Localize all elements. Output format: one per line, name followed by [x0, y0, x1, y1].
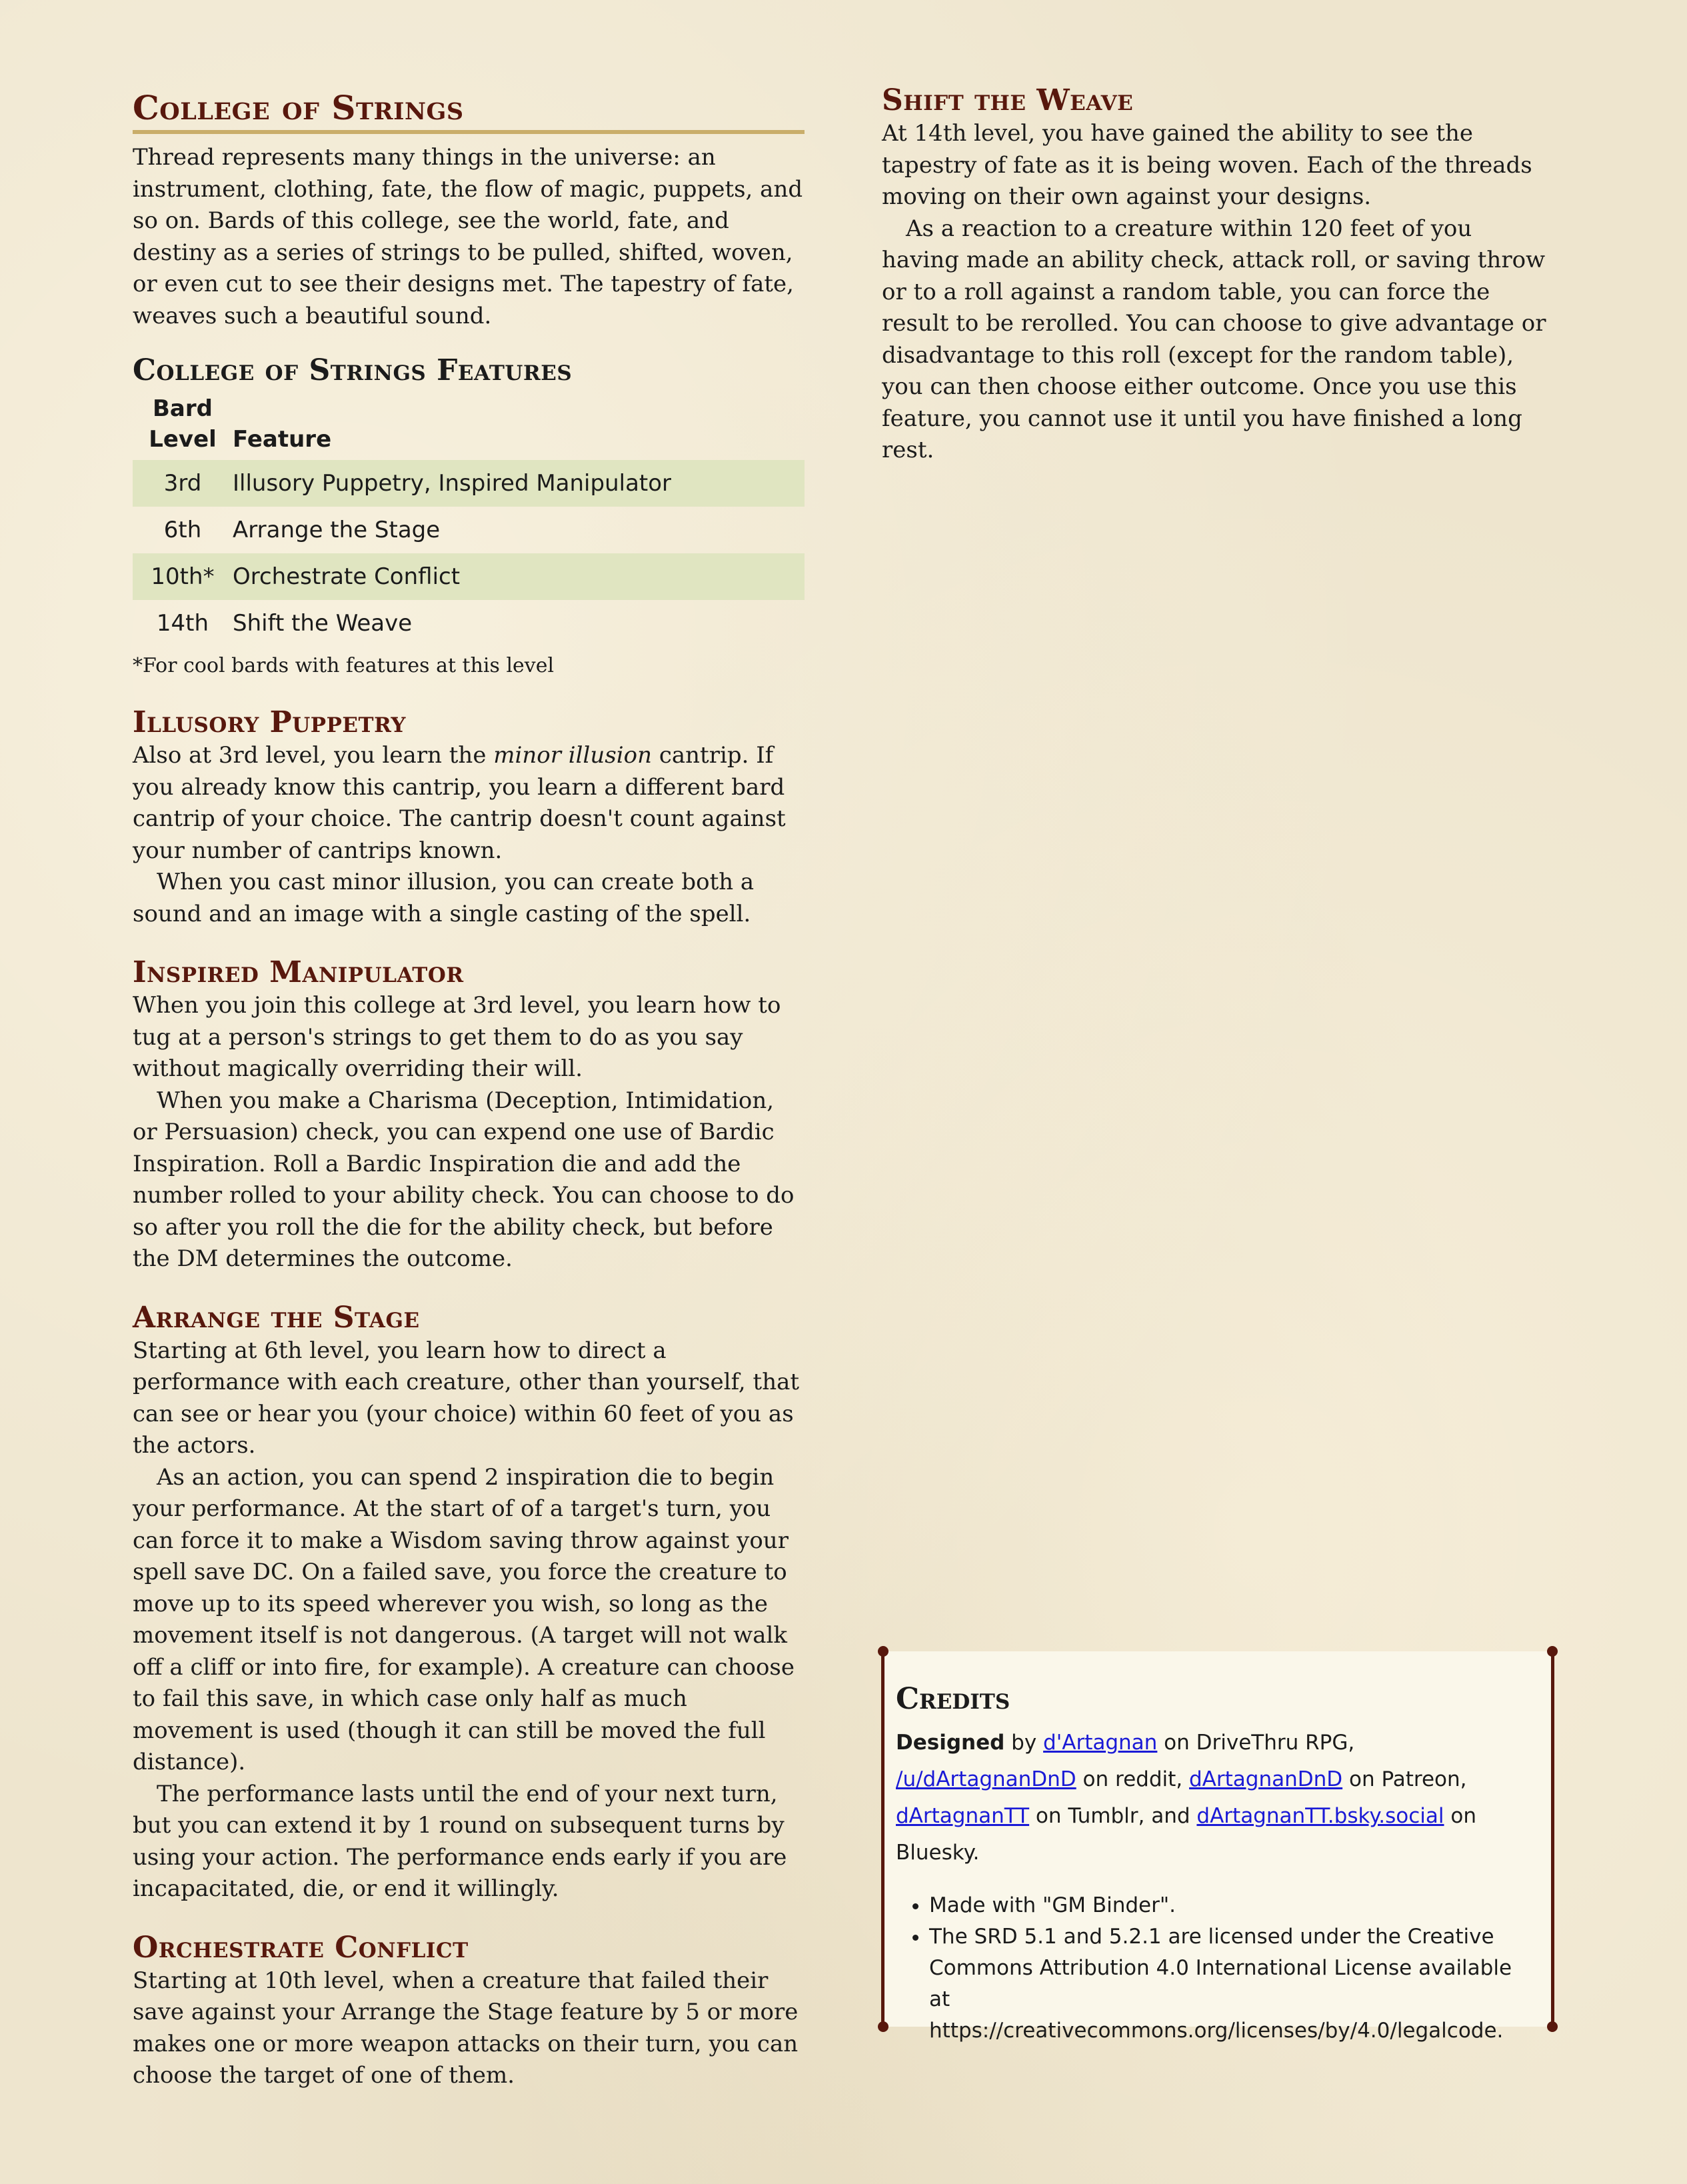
features-heading: College of Strings Features: [133, 353, 573, 387]
credits-border-left: [881, 1651, 884, 2027]
illusory-puppetry-p2: When you cast minor illusion, you can create both a sound and an image with a single casting of the spell.: [133, 869, 755, 927]
orchestrate-conflict-p1: Starting at 10th level, when a creature that failed their save against your Arrange the Stage feature by 5 or more makes one or more weapon attacks on their turn, you can choose the target of one of them.: [133, 1967, 799, 2089]
patreon-link[interactable]: dArtagnanDnD: [1188, 1767, 1343, 1791]
right-column: [882, 83, 1554, 467]
row-level: 6th: [163, 517, 202, 543]
illusory-puppetry-p1: Also at 3rd level, you learn the minor illusion cantrip. If you already know this cantrip, you learn a different bard cantrip of your choice. The cantrip doesn't count against your number of cantrips known.: [133, 742, 786, 864]
shift-weave-p1: At 14th level, you have gained the ability to see the tapestry of fate as it is being woven. Each of the threads moving on their own against your designs.: [882, 120, 1532, 210]
table-row: [133, 460, 805, 507]
table-row: [133, 553, 805, 600]
illusory-puppetry-heading: Illusory Puppetry: [133, 705, 407, 739]
list-item: • Made with "GM Binder".: [929, 1890, 1530, 1921]
title-underline: [133, 130, 805, 134]
row-feature: Orchestrate Conflict: [233, 553, 805, 600]
bluesky-link[interactable]: dArtagnanTT.bsky.social: [1196, 1804, 1444, 1828]
credits-border-right: [1551, 1651, 1554, 2027]
row-feature: Illusory Puppetry, Inspired Manipulator: [233, 460, 805, 507]
inspired-manipulator-heading: Inspired Manipulator: [133, 955, 464, 989]
row-feature: Shift the Weave: [233, 610, 413, 637]
credits-text: Designed by d'Artagnan on DriveThru RPG, /u/dArtagnanDnD on reddit, dArtagnanDnD on Patreon, dArtagnanTT on Tumblr, and dArtagnanTT.bsky.social on Bluesky.: [896, 1731, 1476, 1865]
arrange-stage-p2: As an action, you can spend 2 inspiration die to begin your performance. At the start of of a target's turn, you can force it to make a Wisdom saving throw against your spell save DC. On a failed save, you force the creature to move up to its speed wherever you wish, so long as the movement itself is not dangerous. (A target will not walk off a cliff or into fire, for example). A creature can choose to fail this save, in which case only half as much movement is used (though it can still be moved the full distance).: [133, 1463, 795, 1775]
col-header-level-line1: Bard: [153, 395, 213, 422]
table-header-row: [133, 393, 805, 460]
list-item: • The SRD 5.1 and 5.2.1 are licensed under the Creative Commons Attribution 4.0 International License available at https://creativecommons.org/licenses/by/4.0/legalcode.: [929, 1921, 1530, 2047]
inspired-manipulator-p1: When you join this college at 3rd level, you learn how to tug at a person's strings to get them to do as you say without magically overriding their will.: [133, 992, 781, 1082]
row-feature: Arrange the Stage: [233, 517, 441, 543]
col-header-feature: Feature: [233, 426, 332, 453]
credits-corner-dot: [1547, 1646, 1558, 1657]
page-title: College of Strings: [133, 88, 464, 127]
inspired-manipulator-p2: When you make a Charisma (Deception, Intimidation, or Persuasion) check, you can expend one use of Bardic Inspiration. Roll a Bardic Inspiration die and add the number rolled to your ability check. You can choose to do so after you roll the die for the ability check, but before the DM determines the outcome.: [133, 1087, 795, 1272]
row-level: 10th*: [133, 553, 233, 600]
shift-weave-p2: As a reaction to a creature within 120 feet of you having made an ability check, attack roll, or saving throw or to a roll against a random table, you can force the result to be rerolled. You can choose to give advantage or disadvantage to this roll (except for the random table), you can then choose either outcome. Once you use this feature, you cannot use it until you have finished a long rest.: [882, 215, 1546, 463]
left-column: [133, 83, 805, 2092]
credits-corner-dot: [878, 2021, 888, 2032]
table-row: [133, 600, 805, 647]
credits-list: [896, 1890, 1530, 2047]
features-table: [133, 393, 805, 647]
arrange-stage-heading: Arrange the Stage: [133, 1300, 420, 1335]
spell-name-minor-illusion: minor illusion: [493, 742, 653, 769]
row-level: 3rd: [133, 460, 233, 507]
credits-corner-dot: [1547, 2021, 1558, 2032]
tumblr-link[interactable]: dArtagnanTT: [896, 1804, 1030, 1828]
row-level: 14th: [156, 610, 209, 637]
designed-label: Designed: [896, 1731, 1005, 1755]
table-row: [133, 507, 805, 553]
col-header-level-line2: Level: [149, 426, 217, 453]
credits-box: [881, 1651, 1554, 2043]
arrange-stage-p3: The performance lasts until the end of your next turn, but you can extend it by 1 round on subsequent turns by using your action. The performance ends early if you are incapacitated, die, or end it willingly.: [133, 1780, 787, 1902]
arrange-stage-p1: Starting at 6th level, you learn how to direct a performance with each creature, other than yourself, that can see or hear you (your choice) within 60 feet of you as the actors.: [133, 1337, 800, 1459]
shift-weave-heading: Shift the Weave: [882, 83, 1134, 117]
credits-heading: Credits: [896, 1682, 1010, 1716]
reddit-link[interactable]: /u/dArtagnanDnD: [896, 1767, 1076, 1791]
col-header-level: [133, 393, 233, 460]
author-link[interactable]: d'Artagnan: [1043, 1731, 1158, 1755]
orchestrate-conflict-heading: Orchestrate Conflict: [133, 1930, 469, 1965]
credits-corner-dot: [878, 1646, 888, 1657]
intro-paragraph: Thread represents many things in the universe: an instrument, clothing, fate, the flow of magic, puppets, and so on. Bards of this college, see the world, fate, and destiny as a series of strings to be pulled, shifted, woven, or even cut to see their designs met. The tapestry of fate, weaves such a beautiful sound.: [133, 144, 803, 329]
table-footnote: *For cool bards with features at this level: [133, 654, 555, 677]
